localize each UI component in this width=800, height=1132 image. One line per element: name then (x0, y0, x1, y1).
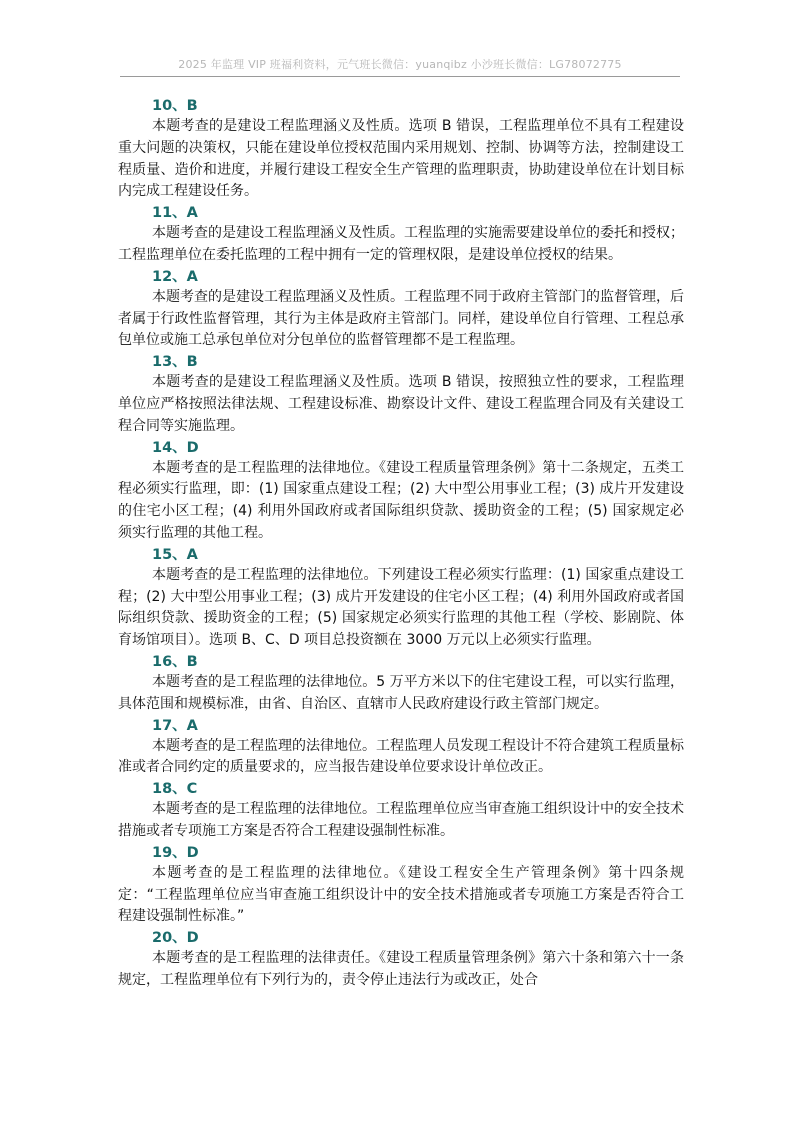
answer-number: 15、A (152, 546, 198, 563)
answer-explanation: 本题考查的是工程监理的法律地位。工程监理人员发现工程设计不符合建筑工程质量标准或者合同约定的质量要求的，应当报告建设单位要求设计单位改正。 (118, 737, 684, 776)
answer-item (118, 843, 684, 928)
answer-number: 17、A (152, 717, 198, 734)
page-header-text: 2025 年监理 VIP 班福利资料，元气班长微信：yuanqibz 小沙班长微信：LG78072775 (178, 58, 622, 71)
answer-explanation: 本题考查的是建设工程监理涵义及性质。选项 B 错误，按照独立性的要求，工程监理单位应严格按照法律法规、工程建设标准、勘察设计文件、建设工程监理合同及有关建设工程合同等实施监理。 (118, 374, 684, 434)
header-divider (120, 76, 680, 77)
answer-number: 19、D (152, 844, 199, 861)
answer-item (118, 352, 684, 437)
answer-item (118, 545, 684, 652)
answer-explanation: 本题考查的是工程监理的法律地位。《建设工程质量管理条例》第十二条规定，五类工程必须实行监理，即：(1) 国家重点建设工程；(2) 大中型公用事业工程；(3) 成片开发建设的住宅小区工程；(4) 利用外国政府或者国际组织贷款、援助资金的工程；(5) 国家规定必须实行监理的其他工程。 (118, 459, 684, 541)
answer-explanation: 本题考查的是工程监理的法律地位。5 万平方米以下的住宅建设工程，可以实行监理，具体范围和规模标准，由省、自治区、直辖市人民政府建设行政主管部门规定。 (118, 673, 684, 712)
answer-item (118, 267, 684, 352)
answer-explanation: 本题考查的是工程监理的法律责任。《建设工程质量管理条例》第六十条和第六十一条规定，工程监理单位有下列行为的，责令停止违法行为或改正，处合 (118, 950, 684, 988)
answer-item (118, 716, 684, 780)
answer-item (118, 928, 684, 992)
answer-explanation: 本题考查的是建设工程监理涵义及性质。选项 B 错误，工程监理单位不具有工程建设重大问题的决策权，只能在建设单位授权范围内采用规划、控制、协调等方法，控制建设工程质量、造价和进度，并履行建设工程安全生产管理的监理职责，协助建设单位在计划目标内完成工程建设任务。 (118, 118, 684, 200)
answer-explanation: 本题考查的是工程监理的法律地位。工程监理单位应当审查施工组织设计中的安全技术措施或者专项施工方案是否符合工程建设强制性标准。 (118, 801, 684, 839)
answer-item (118, 203, 684, 267)
answer-item (118, 652, 684, 716)
answer-number: 18、C (152, 781, 198, 798)
answer-item (118, 96, 684, 203)
answer-number: 13、B (152, 354, 198, 371)
answer-number: 11、A (152, 205, 198, 222)
answer-number: 10、B (152, 98, 198, 114)
answer-number: 12、A (152, 268, 198, 285)
answer-explanation: 本题考查的是建设工程监理涵义及性质。工程监理的实施需要建设单位的委托和授权；工程监理单位在委托监理的工程中拥有一定的管理权限，是建设单位授权的结果。 (118, 225, 684, 263)
answer-item (118, 438, 684, 545)
answer-item (118, 779, 684, 843)
answer-number: 16、B (152, 653, 198, 670)
answer-number: 14、D (152, 439, 199, 456)
answer-list (118, 96, 684, 992)
answer-explanation: 本题考查的是建设工程监理涵义及性质。工程监理不同于政府主管部门的监督管理，后者属于行政性监督管理，其行为主体是政府主管部门。同样，建设单位自行管理、工程总承包单位或施工总承包单位对分包单位的监督管理都不是工程监理。 (118, 288, 684, 349)
answer-explanation: 本题考查的是工程监理的法律地位。《建设工程安全生产管理条例》第十四条规定：“工程监理单位应当审查施工组织设计中的安全技术措施或者专项施工方案是否符合工程建设强制性标准。” (118, 864, 684, 925)
answer-explanation: 本题考查的是工程监理的法律地位。下列建设工程必须实行监理：(1) 国家重点建设工程；(2) 大中型公用事业工程；(3) 成片开发建设的住宅小区工程；(4) 利用外国政府或者国际组织贷款、援助资金的工程；(5) 国家规定必须实行监理的其他工程（学校、影剧院、体育场馆项目）。选项 B、C、D 项目总投资额在 3000 万元以上必须实行监理。 (118, 566, 684, 649)
answer-number: 20、D (152, 930, 199, 947)
